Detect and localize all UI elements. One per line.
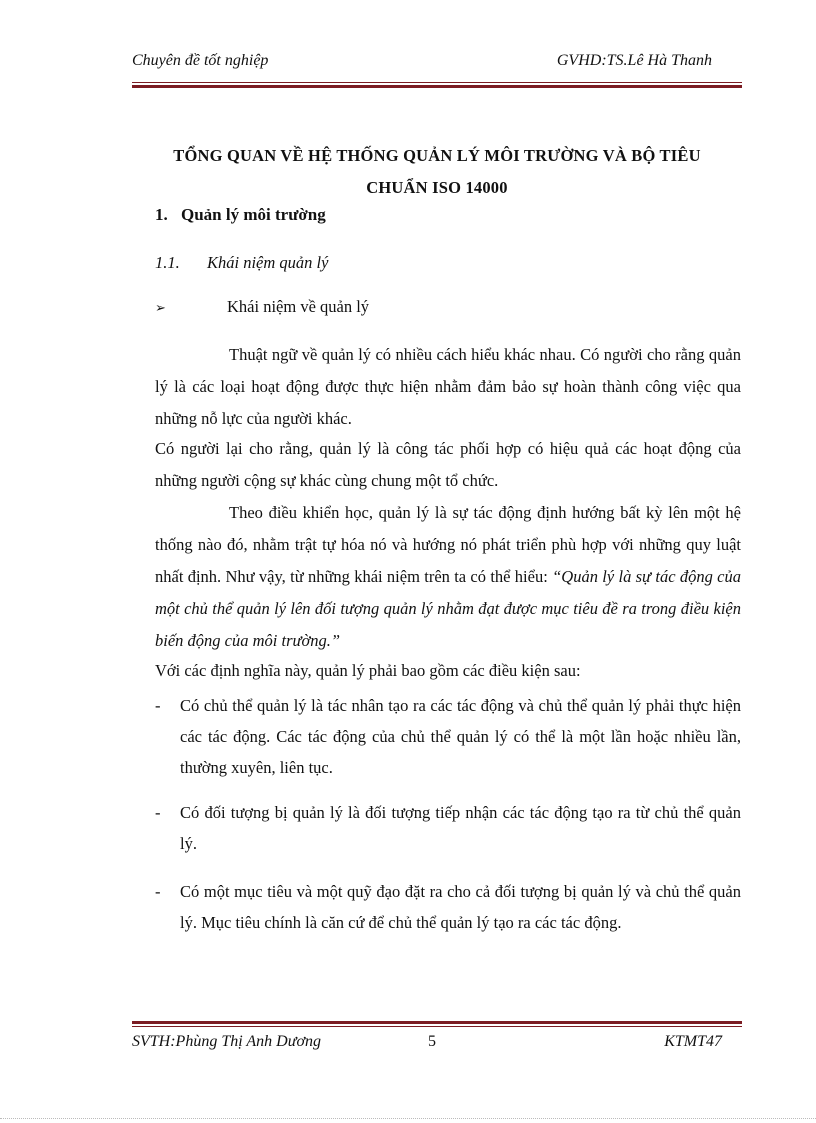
list-item — [155, 876, 741, 938]
document-title — [132, 140, 742, 204]
list-item-text: Có chủ thể quản lý là tác nhân tạo ra các tác động và chủ thể quản lý phải thực hiện các tác động. Các tác động của chủ thể quản lý có thể là một lần hoặc nhiều lần, thường xuyên, liên tục. — [180, 696, 741, 777]
footer-rule-thick — [132, 1021, 742, 1024]
list-item-text: Có đối tượng bị quản lý là đối tượng tiếp nhận các tác động tạo ra từ chủ thể quản lý. — [180, 803, 741, 853]
subsection-number: 1.1. — [155, 253, 180, 272]
page-header — [132, 52, 740, 74]
title-line-2: CHUẨN ISO 14000 — [366, 178, 508, 197]
page-footer — [132, 1033, 742, 1055]
list-item — [155, 690, 741, 783]
bullet-heading — [155, 297, 369, 317]
header-rule-thin — [132, 82, 742, 83]
definition-quote: “Quản lý là sự tác động của một chủ thể quản lý lên đối tượng quản lý nhằm đạt được mục tiêu đề ra trong điều kiện biến động của môi trường.” — [155, 567, 741, 650]
list-item-text: Có một mục tiêu và một quỹ đạo đặt ra cho cả đối tượng bị quản lý và chủ thể quản lý. Mục tiêu chính là căn cứ để chủ thể quản lý tạo ra các tác động. — [180, 882, 741, 932]
paragraph-3-text: Theo điều khiển học, quản lý là sự tác động định hướng bất kỳ lên một hệ thống nào đó, nhằm trật tự hóa nó và hướng nó phát triển phù hợp với những quy luật nhất định. Như vậy, từ những khái niệm trên ta có thể hiểu: — [155, 503, 741, 586]
header-right-text: GVHD:TS.Lê Hà Thanh — [556, 52, 712, 69]
section-number: 1. — [155, 205, 168, 224]
bullet-heading-text: Khái niệm về quản lý — [227, 297, 370, 316]
paragraph-2: Có người lại cho rằng, quản lý là công tác phối hợp có hiệu quả các hoạt động của những người cộng sự khác cùng chung một tổ chức. — [155, 439, 741, 490]
dash-bullet: - — [155, 882, 161, 901]
footer-author: SVTH:Phùng Thị Anh Dương — [132, 1033, 321, 1050]
section-heading — [155, 205, 326, 225]
arrow-bullet-icon: ➢ — [155, 300, 166, 315]
header-rule-thick — [132, 85, 742, 88]
subsection-title: Khái niệm quản lý — [207, 253, 329, 272]
dash-bullet: - — [155, 696, 161, 715]
section-title: Quản lý môi trường — [181, 205, 326, 224]
paragraph-3 — [155, 497, 741, 657]
page-number: 5 — [428, 1033, 436, 1050]
dash-bullet: - — [155, 803, 161, 822]
list-item — [155, 797, 741, 859]
header-left-text: Chuyên đề tốt nghiệp — [132, 52, 269, 69]
title-line-1: TỔNG QUAN VỀ HỆ THỐNG QUẢN LÝ MÔI TRƯỜNG VÀ BỘ TIÊU — [173, 146, 701, 165]
paragraph-4: Với các định nghĩa này, quản lý phải bao gồm các điều kiện sau: — [155, 661, 581, 680]
footer-rule-thin — [132, 1026, 742, 1027]
footer-class: KTMT47 — [664, 1033, 722, 1050]
page-edge-divider — [0, 1118, 816, 1119]
subsection-heading — [155, 253, 328, 273]
paragraph-1: Thuật ngữ về quản lý có nhiều cách hiểu khác nhau. Có người cho rằng quản lý là các loại hoạt động được thực hiện nhằm đảm bảo sự hoàn thành công việc qua những nỗ lực của người khác. — [155, 345, 741, 428]
